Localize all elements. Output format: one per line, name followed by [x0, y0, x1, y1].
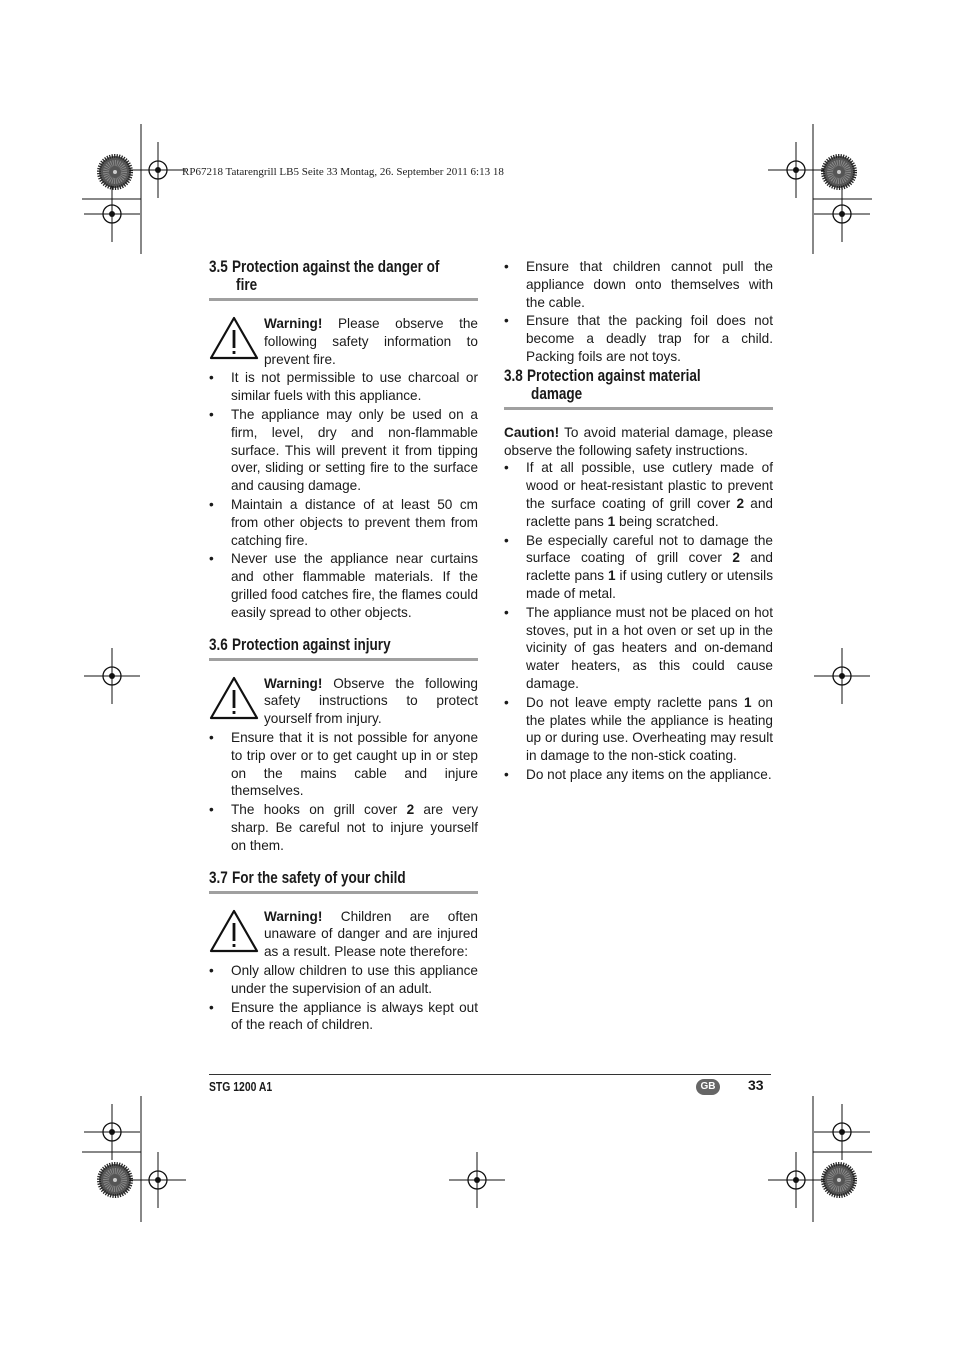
- section-title: Protection against the danger of: [231, 258, 440, 276]
- list-item: [209, 801, 478, 854]
- warning-text: [264, 908, 478, 961]
- part-number: 1: [607, 513, 616, 529]
- list-item: • Never use the appliance near curtains and other flammable materials. If the grilled food catches fire, the flames could easily spread to other objects.: [209, 550, 478, 621]
- warning-triangle-icon: [209, 675, 264, 725]
- text-run: and raclette pans: [526, 550, 773, 584]
- warning-triangle-icon: [209, 315, 264, 365]
- footer-rule: [209, 1074, 771, 1075]
- section-heading: [209, 258, 478, 294]
- heading-rule: [209, 298, 478, 301]
- section-title: Protection against injury: [231, 635, 391, 654]
- list-item: • Ensure that it is not possible for anyone to trip over or to get caught up in or step on the mains cable and injure themselves.: [209, 729, 478, 800]
- print-slug: RP67218 Tatarengrill LB5 Seite 33 Montag, 26. September 2011 6:13 18: [182, 166, 504, 178]
- list-item: [504, 694, 773, 765]
- section-heading: [209, 636, 478, 654]
- section-3-5: [209, 258, 478, 622]
- caution-paragraph: [504, 424, 773, 460]
- warning-text: [264, 315, 478, 368]
- list-item: • Ensure the appliance is always kept out of the reach of children.: [209, 999, 478, 1035]
- heading-rule: [504, 407, 773, 410]
- section-title: Protection against material: [526, 366, 701, 385]
- text-run: If at all possible, use cutlery made of wood or heat-resistant plastic to prevent the surface coating of grill cover: [526, 460, 773, 511]
- caution-label: Caution!: [504, 424, 560, 440]
- list-item: • Only allow children to use this appliance under the supervision of an adult.: [209, 962, 478, 998]
- bullet-list: [209, 962, 478, 1034]
- page-number: 33: [748, 1077, 764, 1093]
- text-run: Do not leave empty raclette pans: [526, 694, 744, 710]
- section-title-continued: fire: [236, 276, 258, 294]
- part-number: 2: [732, 550, 740, 566]
- text-run: and raclette pans: [526, 495, 773, 529]
- text-run: Be especially careful not to damage the surface coating of grill cover: [526, 532, 773, 566]
- bullet-list: [209, 369, 478, 621]
- section-title: For the safety of your child: [231, 868, 406, 887]
- warning-message: Please observe the following safety information to prevent fire.: [264, 316, 478, 367]
- section-number: 3.5: [209, 258, 228, 276]
- section-3-7: [209, 869, 478, 1035]
- section-heading: [209, 869, 478, 887]
- caution-message: To avoid material damage, please observe the following safety instructions.: [504, 424, 773, 458]
- list-item: • The appliance may only be used on a firm, level, dry and non-flammable surface. This will prevent it from tipping over, sliding or setting fire to the surface and causing damage.: [209, 406, 478, 495]
- part-number: 2: [406, 802, 415, 818]
- warning-block: [209, 315, 478, 368]
- section-3-8: [504, 367, 773, 784]
- text-run: on the plates while the appliance is heating up or during use. Overheating may result in damage to the non-stick coating.: [526, 694, 773, 764]
- list-item: • Do not place any items on the appliance.: [504, 766, 773, 784]
- list-item: [504, 459, 773, 530]
- bullet-list: [209, 729, 478, 855]
- section-number: 3.6: [209, 635, 228, 654]
- list-item: [504, 532, 773, 603]
- warning-label: Warning!: [264, 908, 323, 924]
- bullet-list: [504, 258, 773, 366]
- list-item: • The appliance must not be placed on hot stoves, put in a hot oven or set up in the vicinity of gas heaters and on-demand water heaters, as this could cause damage.: [504, 604, 773, 693]
- text-run: The hooks on grill cover: [231, 802, 407, 818]
- list-item: • Ensure that children cannot pull the appliance down onto themselves with the cable.: [504, 258, 773, 311]
- footer-model: STG 1200 A1: [209, 1079, 273, 1094]
- warning-text: [264, 675, 478, 728]
- warning-label: Warning!: [264, 675, 323, 691]
- warning-block: [209, 675, 478, 728]
- heading-rule: [209, 891, 478, 894]
- list-item: • Maintain a distance of at least 50 cm from other objects to prevent them from catching fire.: [209, 496, 478, 549]
- warning-triangle-icon: [209, 908, 264, 958]
- list-item: • Ensure that the packing foil does not become a deadly trap for a child. Packing foils are not toys.: [504, 312, 773, 365]
- text-run: are very sharp. Be careful not to injure yourself on them.: [231, 802, 478, 853]
- section-3-6: [209, 636, 478, 855]
- warning-label: Warning!: [264, 316, 323, 331]
- right-column: [504, 258, 773, 798]
- section-number: 3.7: [209, 868, 228, 887]
- warning-message: Observe the following safety instructions to protect yourself from injury.: [264, 675, 478, 727]
- warning-message: Children are often unaware of danger and are injured as a result. Please note therefore:: [264, 908, 478, 960]
- section-title-continued: damage: [531, 384, 583, 403]
- section-number: 3.8: [504, 366, 523, 385]
- bullet-list: [504, 459, 773, 783]
- part-number: 2: [736, 495, 745, 511]
- language-badge: GB: [696, 1079, 720, 1095]
- section-heading: [504, 367, 773, 403]
- part-number: 1: [608, 568, 616, 584]
- text-run: being scratched.: [615, 513, 719, 529]
- list-item: • It is not permissible to use charcoal or similar fuels with this appliance.: [209, 369, 478, 405]
- warning-block: [209, 908, 478, 961]
- part-number: 1: [743, 694, 752, 710]
- heading-rule: [209, 658, 478, 661]
- left-column: [209, 258, 478, 1048]
- text-run: if using cutlery or utensils made of metal.: [526, 568, 773, 601]
